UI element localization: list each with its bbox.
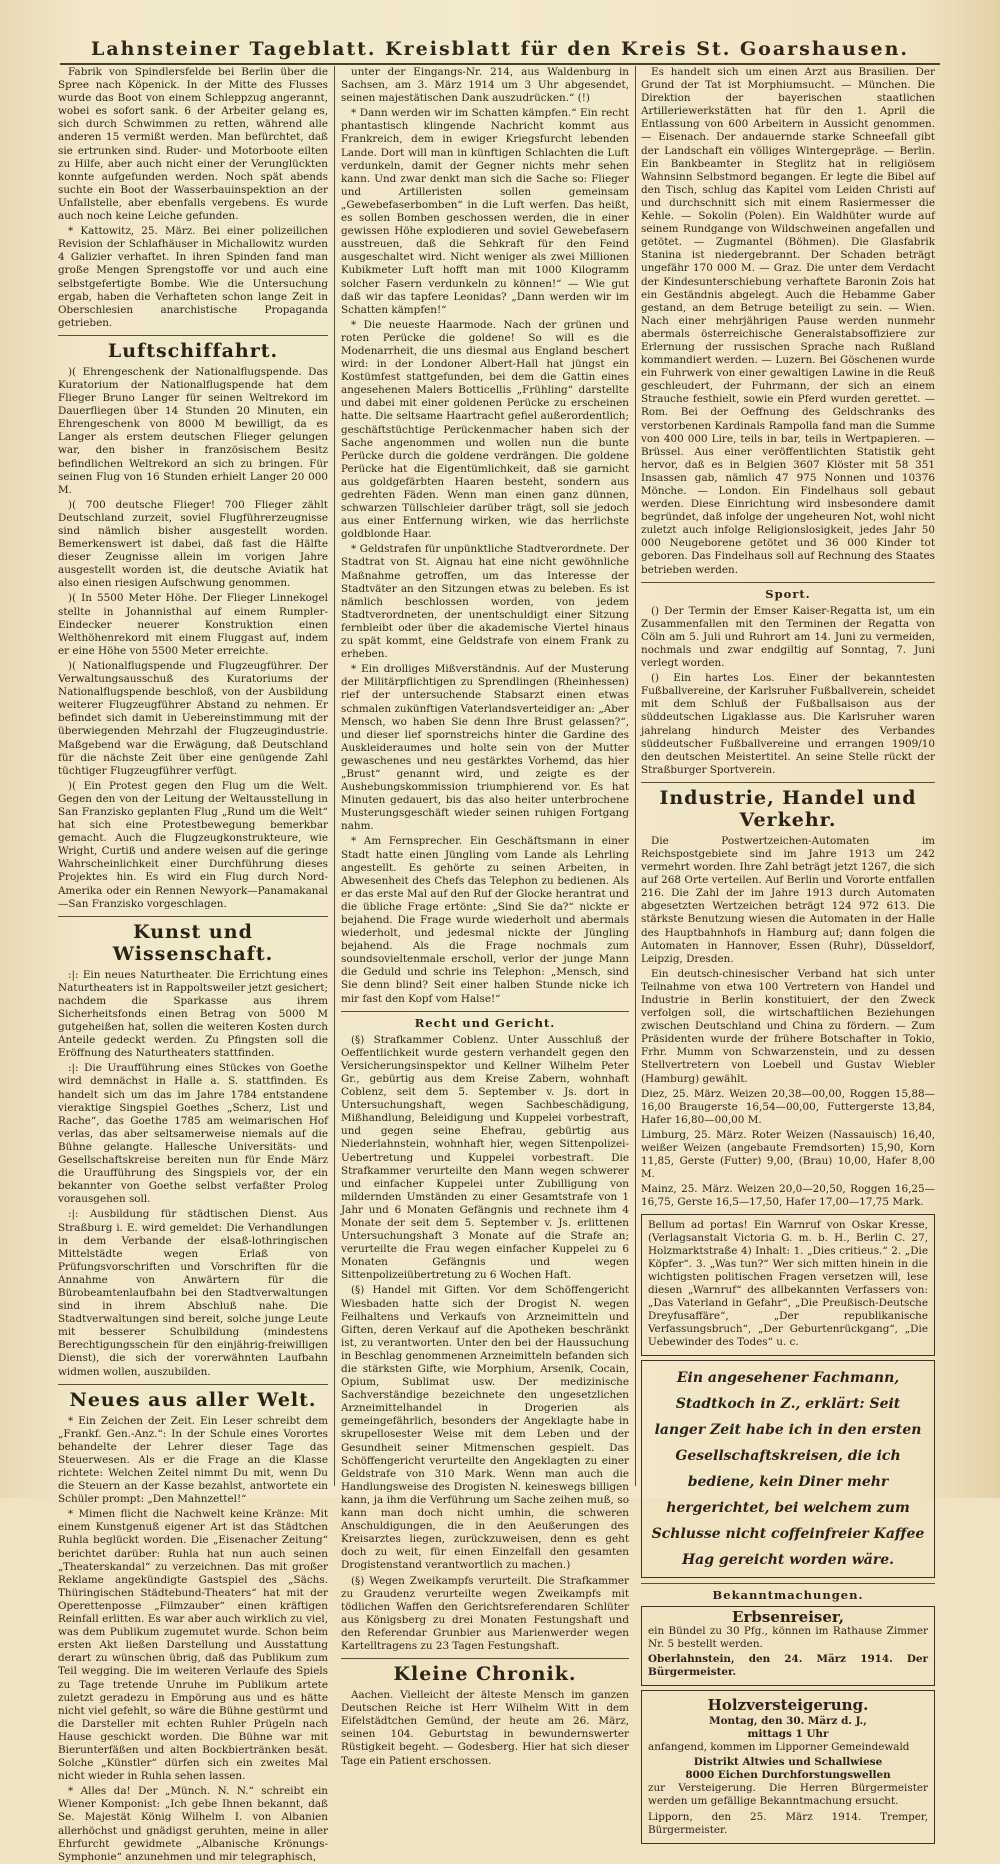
article-paragraph: * Ein Zeichen der Zeit. Ein Leser schreibt dem „Frankf. Gen.-Anz.“: In der Schule eines Vorortes behandelte der Lehrer dieser Tage das Steuerwesen. Als er die Frage an die Klasse richtete: Welchen Zeitel nimmt Du mit, wenn Du die Steuern an der Kasse bezahlst, antwortete ein Schüler prompt: „Den Mahnzettel!“: [58, 1414, 328, 1506]
section-heading-neues: Neues aus aller Welt.: [58, 1384, 328, 1411]
section-heading-luftschiffahrt: Luftschiffahrt.: [58, 335, 328, 362]
article-paragraph: (§) Handel mit Giften. Vor dem Schöffengericht Wiesbaden hatte sich der Drogist N. wegen Feilhaltens und Verkaufs von Arzneimitteln und Giften, deren Verkauf auf die Apotheken beschränkt ist, zu verantworten. Unter den bei der Haussuchung in Beschlag genommenen Arzneimitteln befanden sich die stärksten Gifte, wie Morphium, Arsenik, Cocain, Opium, Sublimat usw. Der medizinische Sachverständige bezeichnete den ungesetzlichen Arzneimittelhandel in Drogerien als gemeingefährlich, besonders der Angeklagte habe in skrupellosester Weise mit dem Leben und der Gesundheit seiner Mitmenschen gespielt. Das Schöffengericht verurteilte den Angeklagten zu einer Geldstrafe von 310 Mark. Wenn man auch die Handlungsweise des Drogisten N. keineswegs billigen kann, ja ihm die Verführung um Sache zeihen muß, so kann man doch nicht umhin, die schweren Anschuldigungen, die in den Aeußerungen des Kreisarztes liegen, zurückzuweisen, denn es geht doch zu weit, für einen Einzelfall den gesamten Drogistenstand verantwortlich zu machen.): [341, 1284, 629, 1572]
article-paragraph: Ein deutsch-chinesischer Verband hat sich unter Teilnahme von etwa 100 Vertretern von Handel und Industrie in Berlin konstituiert, der den Zweck verfolgen soll, die wirtschaftlichen Beziehungen zwischen Deutschland und China zu fördern. — Zum Präsidenten wurde der frühere Botschafter in Tokio, Frhr. Mumm von Schwarzenstein, und zu dessen Stellvertretern von Loebell und Gustav Wiebler (Hamburg) gewählt.: [641, 967, 935, 1085]
section-heading-notices: Bekanntmachungen.: [641, 1583, 935, 1602]
notice-date: Montag, den 30. März d. J.,: [709, 1714, 867, 1727]
article-paragraph: Aachen. Vielleicht der älteste Mensch im ganzen Deutschen Reiche ist Herr Wilhelm Witt in dem Eifelstädtchen Gemünd, der heute am 26. März, seinen 104. Geburtstag in bewundernswerter Rüstigkeit begeht. — Godesberg. Hier hat sich dieser Tage ein Patient erschossen.: [341, 1689, 629, 1767]
article-paragraph: )( In 5500 Meter Höhe. Der Flieger Linnekogel stellte in Johannisthal auf einem Rumpler-Eindecker neuerer Konstruktion einen Welthöhenrekord mit einem Fluggast auf, indem er eine Höhe von 5500 Meter erreichte.: [58, 592, 328, 657]
column-2: [341, 66, 629, 1767]
article-paragraph: * Ein drolliges Mißverständnis. Auf der Musterung der Militärpflichtigen zu Sprendlingen (Rheinhessen) rief der untersuchende Stabsarzt einen etwas schmalen zukünftigen Vaterlandsverteidiger an: „Aber Mensch, wo haben Sie denn Ihre Brust gelassen?“, und dieser lief spornstreichs hinter die Gardine des Auskleideraumes und holte sein von der Mutter gewaschenes und neu gestärktes Vorhemd, das hier „Brust“ genannt wird, und zeigte es der Aushebungskommission triumphierend vor. Es hat Minuten gedauert, bis das also heiter unterbrochene Musterungsgeschäft wieder seinen ruhigen Fortgang nahm.: [341, 663, 629, 833]
article-paragraph: )( Ehrengeschenk der Nationalflugspende. Das Kuratorium der Nationalflugspende hat dem Flieger Bruno Langer für seinen Weltrekord im Dauerfliegen über 14 Stunden 20 Minuten, ein Ehrengeschenk von 8000 M bewilligt, da es Langer als erstem deutschen Flieger gelungen war, den bisher in französischem Besitz befindlichen Weltrekord an sich zu bringen. Für seinen Flug von 16 Stunden erhielt Langer 20 000 M.: [58, 365, 328, 496]
notice-title: Holzversteigerung.: [707, 1695, 869, 1714]
column-1: [58, 66, 328, 1863]
masthead: Lahnsteiner Tageblatt. Kreisblatt für den Kreis St. Goarshausen.: [90, 38, 910, 60]
book-ad-text: Bellum ad portas! Ein Warnruf von Oskar Kresse, (Verlagsanstalt Victoria G. m. b. H., Berlin C. 27, Holzmarktstraße 4) Inhalt: 1. „Dies critieus.“ 2. „Die Köpfer“. 3. „Was tun?“ Wer sich mitten hinein in die wichtigsten politischen Fragen versetzen will, lese diesen „Warnruf“ des allbekannten Verfassers von: „Das Vaterland in Gefahr“, „Die Preußisch-Deutsche Dreyfusaffäre“, „Der republikanische Verfassungsbruch“, „Der Geburtenrückgang“, „Die Uebewinder des Todes“ u. c.: [648, 1218, 928, 1349]
article-paragraph: () Ein hartes Los. Einer der bekanntesten Fußballvereine, der Karlsruher Fußballverein, scheidet mit dem Schluß der Fußballsaison aus der süddeutschen Ligaklasse aus. Die Karlsruher waren jahrelang hindurch Meister des Verbandes süddeutscher Fußballvereine und errangen 1909/10 den deutschen Meistertitel. An seine Stelle rückt der Straßburger Sportverein.: [641, 672, 935, 776]
market-report: Mainz, 25. März. Weizen 20,0—20,50, Roggen 16,25—16,75, Gerste 16,5—17,50, Hafer 17,00—17,75 Mark.: [641, 1183, 935, 1209]
article-paragraph: )( Nationalflugspende und Flugzeugführer. Der Verwaltungsausschuß des Kuratoriums der Nationalflugspende beschloß, von der Ausbildung weiterer Flugzeugführer Abstand zu nehmen. Er befindet sich damit in Uebereinstimmung mit der überwiegenden Mehrzahl der Flugzeugindustrie. Maßgebend war die Erwägung, daß Deutschland für die nächste Zeit über eine genügende Zahl tüchtiger Flugzeugführer verfügt.: [58, 659, 328, 777]
article-paragraph: * Alles da! Der „Münch. N. N.“ schreibt ein Wiener Komponist: „Ich gebe Ihnen bekannt, daß Se. Majestät König Wilhelm I. von Albanien allerhöchst und gnädigst geruhten, meine in aller Ehrfurcht gewidmete „Albanische Krönungs-Symphonie“ anzunehmen und mir telegraphisch,: [58, 1785, 328, 1863]
notice-footer: Lipporn, den 25. März 1914. Tremper, Bürgermeister.: [648, 1810, 928, 1836]
notice-title: Erbsenreiser,: [732, 1608, 844, 1627]
notice-district: Distrikt Altwies und Schallwiese: [693, 1756, 883, 1769]
article-paragraph: * Mimen flicht die Nachwelt keine Kränze: Mit einem Kunstgenuß eigener Art ist das Städtchen Ruhla beglückt worden. Die „Eisenacher Zeitung“ berichtet darüber: Ruhla hat nun auch seinen „Theaterskandal“ zu verzeichnen. Das mit großer Reklame angekündigte Gastspiel des „Sächs. Thüringischen Städtebund-Theaters“ hat mit der Operettenposse „Filmzauber“ einen kräftigen Reinfall erlitten. Es war aber auch wirklich zu viel, was dem Publikum zugemutet wurde. Schon beim ersten Akt ließen Darstellung und Ausstattung derart zu wünschen übrig, daß das Publikum zum Teil wegging. Die im weiteren Verlaufe des Spiels zu Tage tretende Unruhe im Publikum artete zuletzt geradezu in Empörung aus und es hätte nicht viel gefehlt, so wäre die Bühne gestürmt und die Darsteller mit echten Ruhler Prügeln nach Hause geschickt worden. Die Bühne war mit Bierunterfäßen und alten Bockbiertränken besät. Solche „Künstler“ dürfen sich ein zweites Mal nicht wieder in Ruhla sehen lassen.: [58, 1508, 328, 1783]
notice-text: ein Bündel zu 30 Pfg., können im Rathause Zimmer Nr. 5 bestellt werden.: [648, 1624, 928, 1650]
article-paragraph: (§) Wegen Zweikampfs verurteilt. Die Strafkammer zu Graudenz verurteilte wegen Zweikampfs mit tödlichen Waffen den Gerichtsreferendaren Schlüter aus Königsberg zu drei Monaten Festungshaft und den Referendar Grunbier aus Marienwerder wegen Kartelltragens zu 23 Tagen Festungshaft.: [341, 1574, 629, 1652]
notice-holzversteigerung: [641, 1690, 935, 1844]
article-paragraph: :|: Ausbildung für städtischen Dienst. Aus Straßburg i. E. wird gemeldet: Die Verhandlungen in dem Verbande der elsaß-lothringischen Mittelstädte wegen Erlaß von Prüfungsvorschriften und Vorschriften für die Annahme von Anwärtern für die Bürobeamtenlaufbahn bei den Stadtverwaltungen sind in ihrem Abschluß nahe. Die Stadtverwaltungen sind bereit, solche junge Leute mit besserer Schulbildung (mindestens Berechtigungsschein für den einjährig-freiwilligen Dienst), die sich der vorerwähnten Laufbahn widmen wollen, auszubilden.: [58, 1208, 328, 1378]
section-heading-industrie: Industrie, Handel und Verkehr.: [641, 782, 935, 831]
article-paragraph: * Die neueste Haarmode. Nach der grünen und roten Perücke die goldene! So will es die Modenarrheit, die uns diesmal aus England beschert wird: in der Londoner Albert-Hall hat jüngst ein Kostümfest stattgefunden, bei dem die Gattin eines angesehenen Malers Botticellis „Frühling“ darstellte und dabei mit einer goldenen Perücke zu erscheinen hatte. Die seltsame Haartracht gefiel außerordentlich; geschäftstüchtige Perückenmacher haben sich der Sache angenommen und wollen nun die bunte Perücke durch die goldene verdrängen. Die goldene Perücke hat die Eigentümlichkeit, daß sie garnicht aus goldgefärbten Haaren besteht, sondern aus gedrehten Fäden. Wenn man einen ganz dünnen, schwarzen Tüllschleier darüber trägt, soll sie jedoch aus einer Entfernung wirken, wie das herrlichste goldblonde Haar.: [341, 318, 629, 541]
article-paragraph: Die Postwertzeichen-Automaten im Reichspostgebiete sind im Jahre 1913 um 242 vermehrt worden. Ihre Zahl beträgt jetzt 1267, die sich auf 268 Orte verteilen. Auf Berlin und Vororte entfallen 216. Die Zahl der im Jahre 1913 durch Automaten abgesetzten Wertzeichen beträgt 124 972 613. Die stärkste Benutzung wiesen die Automaten in der Halle des Hauptbahnhofs in Hamburg auf; dann folgen die Automaten in Hannover, Essen (Ruhr), Düsseldorf, Leipzig, Dresden.: [641, 834, 935, 965]
column-divider: [334, 66, 335, 1486]
notice-footer: Oberlahnstein, den 24. März 1914. Der Bürgermeister.: [648, 1652, 928, 1678]
article-paragraph: )( 700 deutsche Flieger! 700 Flieger zählt Deutschland zurzeit, soviel Flugführerzeugnisse sind nämlich bisher ausgestellt worden. Bemerkenswert ist dabei, daß fast die Hälfte dieser Zeugnisse allein im vorigen Jahre ausgestellt worden ist, die deutsche Aviatik hat also einen riesigen Aufschwung genommen.: [58, 498, 328, 590]
notice-time: mittags 1 Uhr: [747, 1728, 829, 1740]
market-report: Diez, 25. März. Weizen 20,38—00,00, Roggen 15,88—16,00 Braugerste 16,54—00,00, Futtergerste 13,84, Hafer 16,80—00,00 M.: [641, 1087, 935, 1126]
article-paragraph: (§) Strafkammer Coblenz. Unter Ausschluß der Oeffentlichkeit wurde gestern verhandelt gegen den Versicherungsinspektor und Kellner Wilhelm Peter Gr., gebürtig aus dem Kreise Zabern, wohnhaft Coblenz, seit dem 5. September v. Js. dort in Untersuchungshaft, wegen Sachbeschädigung, Mißhandlung, Beleidigung und Kuppelei vorbestraft, und gegen seine Ehefrau, gebürtig aus Niederlahnstein, wohnhaft hier, wegen Sittenpolizei-Uebertretung und Kuppelei vorbestraft. Die Strafkammer verurteilte den Mann wegen schwerer und einfacher Kuppelei unter Zubilligung von mildernden Umständen zu einer Gesamtstrafe von 1 Jahr und 6 Monaten Gefängnis und rechnete ihm 4 Monate der seit dem 5. September v. Js. erlittenen Untersuchungshaft 3 Monate auf die Strafe an; verurteilte die Frau wegen einfacher Kuppelei zu 6 Monaten Gefängnis und wegen Sittenpolizeiübertretung zu 6 Wochen Haft.: [341, 1033, 629, 1282]
article-paragraph: Es handelt sich um einen Arzt aus Brasilien. Der Grund der Tat ist Morphiumsucht. — München. Die Direktion der bayerischen staatlichen Artilleriewerkstätten hat für den 1. April die Entlassung von 600 Arbeitern in Aussicht genommen. — Eisenach. Der andauernde starke Schneefall gibt der Landschaft ein völliges Wintergepräge. — Berlin. Ein Bankbeamter in Steglitz hat in religiösem Wahnsinn Selbstmord begangen. Er legte die Bibel auf den Tisch, schlug das Kapitel vom Leiden Christi auf und durchschnitt sich mit einem Rasiermesser die Kehle. — Sokolin (Polen). Ein Waldhüter wurde auf seinem Rundgange von Wildschweinen angefallen und getötet. — Zugmantel (Böhmen). Die Glasfabrik Stanina ist niedergebrannt. Der Schaden beträgt ungefähr 170 000 M. — Graz. Die unter dem Verdacht der Kindesunterschiebung verhaftete Baronin Zois hat ein Geständnis abgelegt. Auch die Hebamme Gaber gestand, an dem Betruge beteiligt zu sein. — Wien. Nach einer mehrjährigen Pause werden nunmehr abermals österreichische Generalstabsoffiziere zur Erlernung der russischen Sprache nach Rußland kommandiert werden. — Luzern. Bei Göschenen wurde ein Fuhrwerk von einer gewaltigen Lawine in die Reuß geschleudert, der Fuhrmann, der sich an einem Strauche festhielt, sowie ein Pferd wurden gerettet. — Rom. Bei der Oeffnung des Geldschranks des verstorbenen Kardinals Rampolla fand man die Summe von 400 000 Lire, teils in bar, teils in Wertpapieren. — Brüssel. Aus einer veröffentlichten Statistik geht hervor, daß es in Belgien 3607 Klöster mit 58 351 Insassen gab, nämlich 47 975 Nonnen und 10376 Mönche. — London. Ein Findelhaus soll gebaut werden. Diese Einrichtung wird insbesondere damit begründet, daß infolge der ungeheuren Not, wohl nicht zuletzt auch infolge Religionslosigkeit, jedes Jahr 50 000 Neugeborene getötet und 36 000 Kinder tot geboren. Das Findelhaus soll auf Rechnung des Staates betrieben werden.: [641, 66, 935, 576]
section-heading-kunst: Kunst und Wissenschaft.: [58, 916, 328, 965]
coffee-advertisement: Ein angesehener Fachmann, Stadtkoch in Z., erklärt: Seit langer Zeit habe ich in den ersten Gesellschaftskreisen, die ich bediene, kein Diner mehr hergerichtet, bei welchem zum Schlusse nicht coffeinfreier Kaffee Hag gereicht worden wäre.: [641, 1360, 935, 1578]
notice-text: anfangend, kommen im Lipporner Gemeindewald: [648, 1741, 910, 1754]
article-paragraph: * Kattowitz, 25. März. Bei einer polizeilichen Revision der Schlafhäuser in Michallowitz wurden 4 Galizier verhaftet. In ihren Spinden fand man große Mengen Sprengstoffe vor und auch eine selbstgefertigte Bombe. Wie die Untersuchung ergab, haben die Verhafteten schon lange Zeit in Oberschlesien anarchistische Propaganda getrieben.: [58, 225, 328, 329]
notice-text: zur Versteigerung. Die Herren Bürgermeister werden um gefällige Bekanntmachung ersucht.: [648, 1782, 928, 1808]
section-heading-chronik: Kleine Chronik.: [341, 1658, 629, 1685]
article-paragraph: :|: Ein neues Naturtheater. Die Errichtung eines Naturtheaters ist in Rappoltsweiler jetzt gesichert; nachdem die Sparkasse aus ihrem Sicherheitsfonds einen Betrag von 5000 M gutgeheißen hat, sollen die weiteren Kosten durch Anteile gedeckt werden. Zu Pfingsten soll die Eröffnung des Naturtheaters stattfinden.: [58, 968, 328, 1060]
column-divider: [635, 66, 636, 1486]
article-paragraph: :|: Die Uraufführung eines Stückes von Goethe wird demnächst in Halle a. S. stattfinden. Es handelt sich um das im Jahre 1784 entstandene vieraktige Singspiel Goethes „Scherz, List und Rache“, das Goethe 1785 am weimarischen Hof verlas, das aber seltsamerweise niemals auf die Bühne gelangte. Hallesche Universitäts- und Gesellschaftskreise bereiten nun für Ende März die Uraufführung des Singspiels vor, der ein bekannter von Goethe selbst verfaßter Prolog vorausgehen soll.: [58, 1062, 328, 1206]
book-advertisement: [641, 1214, 935, 1357]
article-paragraph: * Dann werden wir im Schatten kämpfen.“ Ein recht phantastisch klingende Nachricht kommt aus Frankreich, dem in ewiger Kriegsfurcht lebenden Lande. Dort will man in künftigen Schlachten die Luft verdunkeln, damit der Gegner nichts mehr sehen kann. Und zwar denkt man sich die Sache so: Flieger und Artilleristen sollen gemeinsam „Gewebefaserbomben“ in die Luft werfen. Das heißt, es sollen Bomben geschossen werden, die in einer gewissen Höhe explodieren und soviel Gewebefasern ausstreuen, daß die Sehkraft für den Feind ausgeschaltet wird. Nicht weniger als zwei Millionen Kubikmeter Luft hofft man mit 1000 Kilogramm solcher Fasern verdunkeln zu können!“ — Wie gut daß wir das tapfere Leonidas? „Dann werden wir im Schatten kämpfen!“: [341, 107, 629, 316]
market-report: Limburg, 25. März. Roter Weizen (Nassauisch) 16,40, weißer Weizen (angebaute Fremdsorten) 15,90, Korn 11,85, Gerste (Futter) 9,00, (Brau) 10,00, Hafer 8,00 M.: [641, 1128, 935, 1181]
notice-amount: 8000 Eichen Durchforstungswellen: [685, 1769, 891, 1782]
section-heading-recht: Recht und Gericht.: [341, 1011, 629, 1030]
masthead-rule: [60, 63, 940, 65]
section-heading-sport: Sport.: [641, 582, 935, 601]
article-paragraph: )( Ein Protest gegen den Flug um die Welt. Gegen den von der Leitung der Weltausstellung in San Franzisko geplanten Flug „Rund um die Welt“ hat sich eine Protestbewegung bemerkbar gemacht. Auch die Flugzeugkonstrukteure, wie Wright, Curtiß und andere weisen auf die geringe Wahrscheinlichkeit einer Durchführung dieses Projektes hin. Es wird ein Flug durch Nord-Amerika oder ein Rennen Newyork—Panamakanal—San Franzisko vorgeschlagen.: [58, 779, 328, 910]
article-paragraph: unter der Eingangs-Nr. 214, aus Waldenburg in Sachsen, am 3. März 1914 um 3 Uhr abgesendet, seinen majestätischen Dank auszudrücken.“ (!): [341, 66, 629, 105]
article-paragraph: Fabrik von Spindlersfelde bei Berlin über die Spree nach Köpenick. In der Mitte des Flusses wurde das Boot von einem Schleppzug angerannt, wobei es sofort sank. 6 der Arbeiter gelang es, sich durch Schwimmen zu retten, während alle anderen 15 vermißt werden. Man befürchtet, daß sie ertrunken sind. Ruder- und Motorboote eilten zu Hilfe, aber auch nicht einer der Verunglückten konnte aufgefunden werden. Noch spät abends suchte ein Boot der Wasserbauinspektion an der Unfallstelle, aber ebenfalls vergebens. Es wurde auch noch keine Leiche gefunden.: [58, 66, 328, 223]
column-3: [641, 66, 935, 1836]
article-paragraph: * Am Fernsprecher. Ein Geschäftsmann in einer Stadt hatte einen Jüngling vom Lande als Lehrling angestellt. Es gehörte zu seinen Arbeiten, in Abwesenheit des Chefs das Telephon zu bedienen. Als er das erste Mal auf den Ruf der Glocke herantrat und die übliche Frage ertönte: „Sind Sie da?“ nickte er bejahend. Die Frage wurde wiederholt und abermals wiederholt, und jedesmal nickte der Jüngling bejahend. Als die Frage nochmals zum soundsovieltenmale erscholl, verlor der junge Mann die Geduld und schrie ins Telephon: „Mensch, sind Sie denn blind? Seit einer halben Stunde nicke ich mir fast den Kopf vom Halse!“: [341, 835, 629, 1005]
article-paragraph: () Der Termin der Emser Kaiser-Regatta ist, um ein Zusammenfallen mit den Terminen der Regatta von Cöln am 5. Juli und Ruhrort am 14. Juni zu vermeiden, nochmals und zwar endgiltig auf Sonntag, 7. Juni verlegt worden.: [641, 604, 935, 670]
article-paragraph: * Geldstrafen für unpünktliche Stadtverordnete. Der Stadtrat von St. Aignau hat eine nicht gewöhnliche Maßnahme getroffen, um das Interesse der Stadtväter an den Sitzungen etwas zu beleben. Es ist nämlich beschlossen worden, von jedem Stadtverordneten, der unentschuldigt einer Sitzung fernbleibt oder über die akademische Viertel hinaus zu spät kommt, eine Geldstrafe von einem Frank zu erheben.: [341, 543, 629, 661]
notice-erbsenreiser: [641, 1606, 935, 1685]
